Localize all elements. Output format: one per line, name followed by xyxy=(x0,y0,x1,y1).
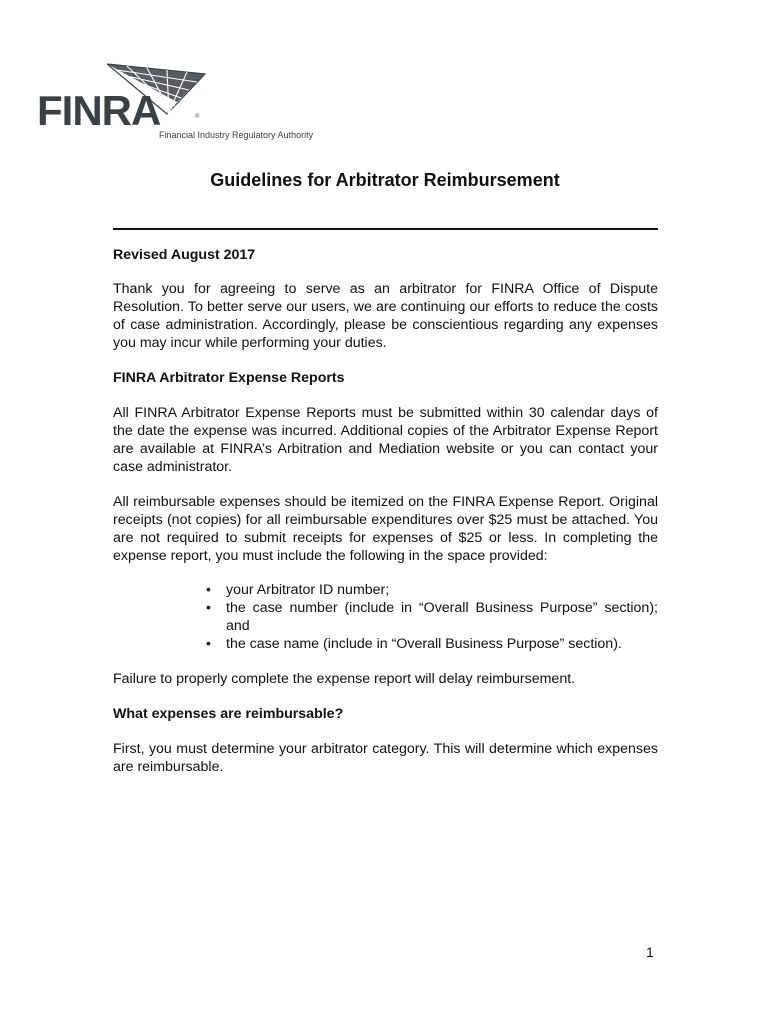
section-heading-reimbursable: What expenses are reimbursable? xyxy=(113,706,344,722)
revised-date: Revised August 2017 xyxy=(113,247,256,263)
logo-tagline: Financial Industry Regulatory Authority xyxy=(159,130,314,140)
registered-mark: ® xyxy=(195,114,200,120)
failure-note: Failure to properly complete the expense report will delay reimbursement. xyxy=(113,671,576,687)
page-number: 1 xyxy=(646,944,654,960)
reimbursable-paragraph: First, you must determine your arbitrator category. This will determine which expenses are reimbursable. xyxy=(113,741,658,775)
document-body xyxy=(113,246,658,776)
list-item: • the case number (include in “Overall Business Purpose” section); and xyxy=(206,600,658,634)
finra-logo xyxy=(37,62,337,144)
expense-reports-paragraph-2: All reimbursable expenses should be itemized on the FINRA Expense Report. Original receipts (not copies) for all reimbursable expenditures over $25 must be attached. You are not required to submit receipts for expenses of $25 or less. In completing the expense report, you must include the following in the space provided: xyxy=(113,494,658,564)
bullet-icon: • xyxy=(206,600,211,616)
bullet-icon: • xyxy=(206,582,211,598)
expense-reports-paragraph-1: All FINRA Arbitrator Expense Reports must be submitted within 30 calendar days of the date the expense was incurred. Additional copies of the Arbitrator Expense Report are available at FINRA’s Arbitration and Mediation website or you can contact your case administrator. xyxy=(113,405,658,475)
section-heading-expense-reports: FINRA Arbitrator Expense Reports xyxy=(113,370,345,386)
required-info-list xyxy=(113,581,658,653)
title-divider xyxy=(113,228,658,230)
list-item: • your Arbitrator ID number; xyxy=(206,582,390,598)
document-title: Guidelines for Arbitrator Reimbursement xyxy=(210,170,560,190)
list-item: • the case name (include in “Overall Business Purpose” section). xyxy=(206,636,622,652)
intro-paragraph: Thank you for agreeing to serve as an arbitrator for FINRA Office of Dispute Resolution. To better serve our users, we are continuing our efforts to reduce the costs of case administration. Accordingly, please be conscientious regarding any expenses you may incur while performing your duties. xyxy=(113,281,658,351)
bullet-icon: • xyxy=(206,636,211,652)
finra-wordmark: FINRA xyxy=(37,87,161,134)
